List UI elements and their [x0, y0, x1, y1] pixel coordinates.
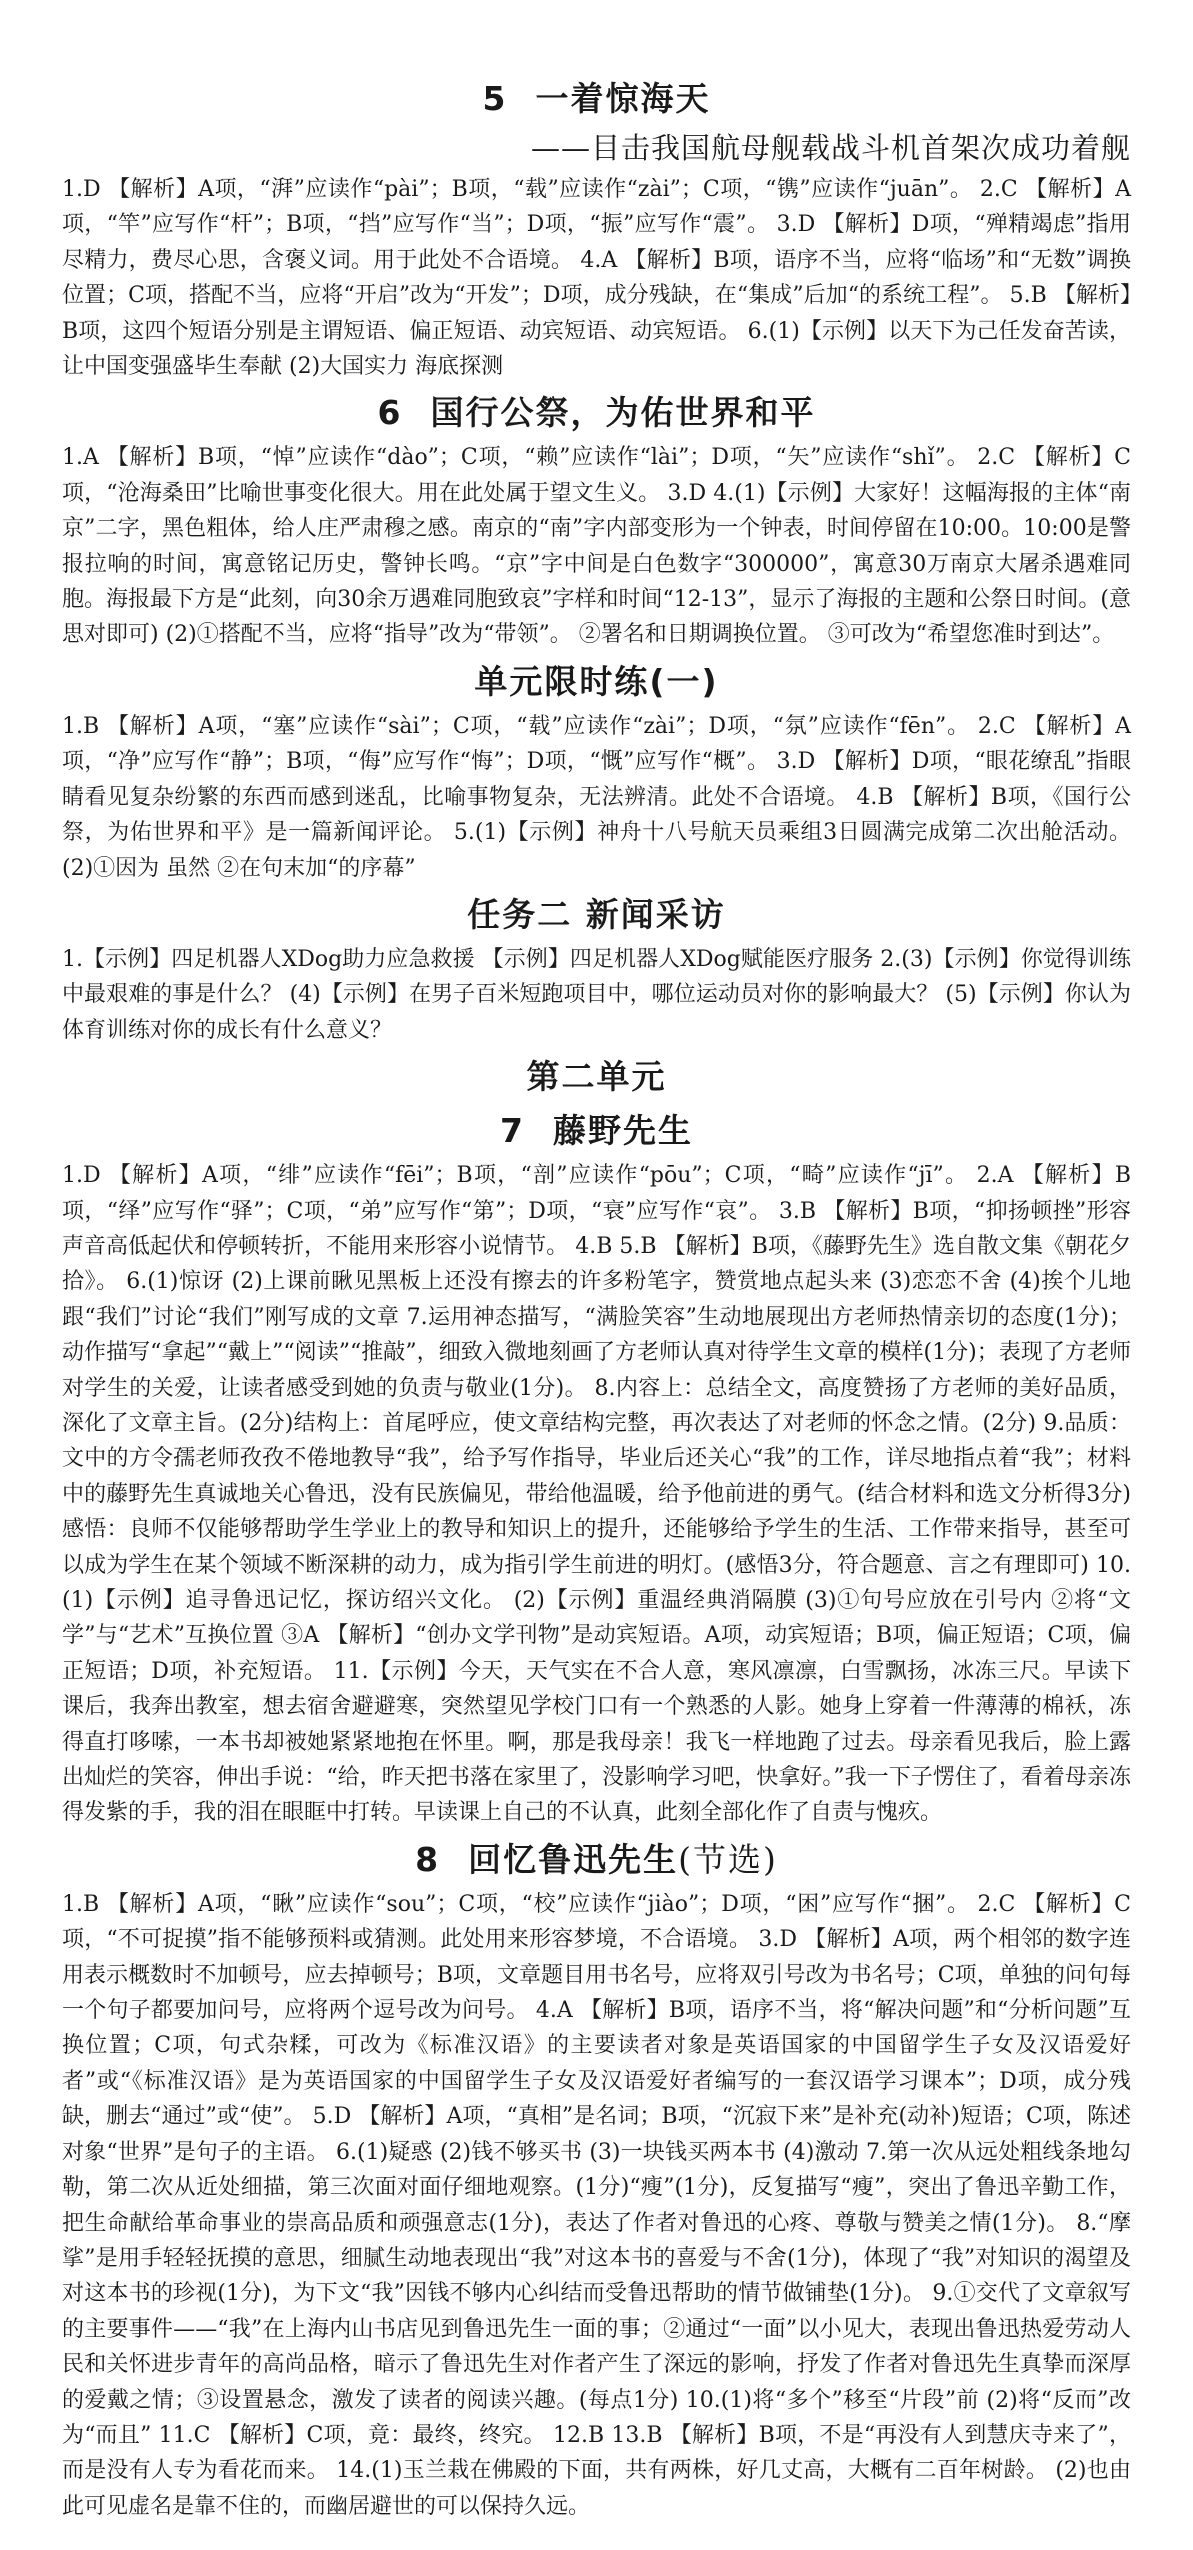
section-title [62, 657, 1131, 707]
section-title-text: 一着惊海天 [535, 79, 711, 118]
section-unit-2 [62, 1052, 1131, 1102]
section-task-2 [62, 890, 1131, 1048]
answers-text: 1.D 【解析】A项，“绯”应读作“fēi”；B项，“剖”应读作“pōu”；C项，“畸”应读作“jī”。 2.A 【解析】B项，“绎”应写作“驿”；C项，“弟”应写作“第”；D项，“衰”应写作“哀”。 3.B 【解析】B项，“抑扬顿挫”形容声音高低起伏和停顿转折，不能用来形容小说情节。 4.B 5.B 【解析】B项，《藤野先生》选自散文集《朝花夕拾》。 6.(1)惊讶 (2)上课前瞅见黑板上还没有擦去的许多粉笔字，赞赏地点起头来 (3)恋恋不舍 (4)挨个儿地跟“我们”讨论“我们”刚写成的文章 7.运用神态描写，“满脸笑容”生动地展现出方老师热情亲切的态度(1分)；动作描写“拿起”“戴上”“阅读”“推敲”，细致入微地刻画了方老师认真对待学生文章的模样(1分)；表现了方老师对学生的关爱，让读者感受到她的负责与敬业(1分)。 8.内容上：总结全文，高度赞扬了方老师的美好品质，深化了文章主旨。(2分)结构上：首尾呼应，使文章结构完整，再次表达了对老师的怀念之情。(2分) 9.品质：文中的方令孺老师孜孜不倦地教导“我”，给予写作指导，毕业后还关心“我”的工作，详尽地指点着“我”；材料中的藤野先生真诚地关心鲁迅，没有民族偏见，带给他温暖，给予他前进的勇气。(结合材料和选文分析得3分)感悟：良师不仅能够帮助学生学业上的教导和知识上的提升，还能够给予学生的生活、工作带来指导，甚至可以成为学生在某个领域不断深耕的动力，成为指引学生前进的明灯。(感悟3分，符合题意、言之有理即可) 10.(1)【示例】追寻鲁迅记忆，探访绍兴文化。 (2)【示例】重温经典消隔膜 (3)①句号应放在引号内 ②将“文学”与“艺术”互换位置 ③A 【解析】“创办文学刊物”是动宾短语。A项，动宾短语；B项，偏正短语；C项，偏正短语；D项，补充短语。 11.【示例】今天，天气实在不合人意，寒风凛凛，白雪飘扬，冰冻三尺。早读下课后，我奔出教室，想去宿舍避避寒，突然望见学校门口有一个熟悉的人影。她身上穿着一件薄薄的棉袄，冻得直打哆嗦，一本书却被她紧紧地抱在怀里。啊，那是我母亲！我飞一样地跑了过去。母亲看见我后，脸上露出灿烂的笑容，伸出手说：“给，昨天把书落在家里了，没影响学习吧，快拿好。”我一下子愣住了，看着母亲冻得发紫的手，我的泪在眼眶中打转。早读课上自己的不认真，此刻全部化作了自责与愧疚。 [62, 1163, 1131, 1826]
section-subtitle: ——目击我国航母舰载战斗机首架次成功着舰 [530, 131, 1131, 165]
section-title [62, 1835, 1131, 1885]
section-title-tail: (节选) [678, 1839, 778, 1879]
section-number: 5 [482, 79, 508, 118]
section-title-text: 藤野先生 [552, 1111, 693, 1151]
answers-text: 1.A 【解析】B项，“悼”应读作“dào”；C项，“赖”应读作“lài”；D项，“矢”应读作“shǐ”。 2.C 【解析】C项，“沧海桑田”比喻世事变化很大。用在此处属于望文生义。 3.D 4.(1)【示例】大家好！这幅海报的主体“南京”二字，黑色粗体，给人庄严肃穆之感。南京的“南”字内部变形为一个钟表，时间停留在10:00。10:00是警报拉响的时间，寓意铭记历史，警钟长鸣。“京”字中间是白色数字“300000”，寓意30万南京大屠杀遇难同胞。海报最下方是“此刻，向30余万遇难同胞致哀”字样和时间“12-13”，显示了海报的主题和公祭日时间。(意思对即可) (2)①搭配不当，应将“指导”改为“带领”。 ②署名和日期调换位置。 ③可改为“希望您准时到达”。 [62, 445, 1131, 648]
unit-heading [62, 1052, 1131, 1102]
section-title [62, 388, 1131, 438]
section-title [62, 1106, 1131, 1156]
section-number: 6 [377, 393, 403, 433]
section-6 [62, 388, 1131, 652]
section-number: 8 [415, 1839, 441, 1879]
section-title-text: 任务二 新闻采访 [467, 894, 726, 934]
section-8 [62, 1835, 1131, 2524]
section-number: 7 [500, 1111, 525, 1151]
section-title-text: 单元限时练(一) [474, 661, 719, 701]
answers-text: 1.【示例】四足机器人XDog助力应急救援 【示例】四足机器人XDog赋能医疗服务 2.(3)【示例】你觉得训练中最艰难的事是什么？ (4)【示例】在男子百米短跑项目中，哪位运动员对你的影响最大？ (5)【示例】你认为体育训练对你的成长有什么意义？ [62, 946, 1131, 1043]
answers-text: 1.D 【解析】A项，“湃”应读作“pài”；B项，“载”应读作“zài”；C项，“镌”应读作“juān”。 2.C 【解析】A项，“竿”应写作“杆”；B项，“挡”应写作“当”；D项，“振”应写作“震”。 3.D 【解析】D项，“殚精竭虑”指用尽精力，费尽心思，含褒义词。用于此处不合语境。 4.A 【解析】B项，语序不当，应将“临场”和“无数”调换位置；C项，搭配不当，应将“开启”改为“开发”；D项，成分残缺，在“集成”后加“的系统工程”。 5.B 【解析】B项，这四个短语分别是主谓短语、偏正短语、动宾短语、动宾短语。 6.(1)【示例】以天下为己任发奋苦读，让中国变强盛毕生奉献 (2)大国实力 海底探测 [62, 177, 1131, 380]
section-title-text: 国行公祭，为佑世界和平 [430, 393, 816, 433]
section-title [62, 890, 1131, 940]
answers-text: 1.B 【解析】A项，“塞”应读作“sài”；C项，“载”应读作“zài”；D项，“氛”应读作“fēn”。 2.C 【解析】A项，“净”应写作“静”；B项，“侮”应写作“悔”；D项，“慨”应写作“概”。 3.D 【解析】D项，“眼花缭乱”指眼睛看见复杂纷繁的东西而感到迷乱，比喻事物复杂，无法辨清。此处不合语境。 4.B 【解析】B项，《国行公祭，为佑世界和平》是一篇新闻评论。 5.(1)【示例】神舟十八号航天员乘组3日圆满完成第二次出舱活动。 (2)①因为 虽然 ②在句末加“的序幕” [62, 713, 1131, 881]
section-title [62, 74, 1131, 124]
section-7 [62, 1106, 1131, 1831]
section-unit-test-1 [62, 657, 1131, 886]
section-5 [62, 74, 1131, 384]
answers-text: 1.B 【解析】A项，“瞅”应读作“sou”；C项，“校”应读作“jiào”；D项，“困”应写作“捆”。 2.C 【解析】C项，“不可捉摸”指不能够预料或猜测。此处用来形容梦境，不合语境。 3.D 【解析】A项，两个相邻的数字连用表示概数时不加顿号，应去掉顿号；B项，文章题目用书名号，应将双引号改为书名号；C项，单独的问句每一个句子都要加问号，应将两个逗号改为问号。 4.A 【解析】B项，语序不当，将“解决问题”和“分析问题”互换位置；C项，句式杂糅，可改为《标准汉语》的主要读者对象是英语国家的中国留学生子女及汉语爱好者”或“《标准汉语》是为英语国家的中国留学生子女及汉语爱好者编写的一套汉语学习课本”；D项，成分残缺，删去“通过”或“使”。 5.D 【解析】A项，“真相”是名词；B项，“沉寂下来”是补充(动补)短语；C项，陈述对象“世界”是句子的主语。 6.(1)疑惑 (2)钱不够买书 (3)一块钱买两本书 (4)激动 7.第一次从远处粗线条地勾勒，第二次从近处细描，第三次面对面仔细地观察。(1分)“瘦”(1分)，反复描写“瘦”，突出了鲁迅辛勤工作，把生命献给革命事业的崇高品质和顽强意志(1分)，表达了作者对鲁迅的心疼、尊敬与赞美之情(1分)。 8.“摩挲”是用手轻轻抚摸的意思，细腻生动地表现出“我”对这本书的喜爱与不舍(1分)，体现了“我”对知识的渴望及对这本书的珍视(1分)，为下文“我”因钱不够内心纠结而受鲁迅帮助的情节做铺垫(1分)。 9.①交代了文章叙写的主要事件——“我”在上海内山书店见到鲁迅先生一面的事；②通过“一面”以小见大，表现出鲁迅热爱劳动人民和关怀进步青年的高尚品格，暗示了鲁迅先生对作者产生了深远的影响，抒发了作者对鲁迅先生真挚而深厚的爱戴之情；③设置悬念，激发了读者的阅读兴趣。(每点1分) 10.(1)将“多个”移至“片段”前 (2)将“反而”改为“而且” 11.C 【解析】C项，竟：最终，终究。 12.B 13.B 【解析】B项，不是“再没有人到慧庆寺来了”，而是没有人专为看花而来。 14.(1)玉兰栽在佛殿的下面，共有两株，好几丈高，大概有二百年树龄。 (2)也由此可见虚名是靠不住的，而幽居避世的可以保持久远。 [62, 1891, 1131, 2519]
section-title-text: 第二单元 [526, 1057, 667, 1097]
section-title-text: 回忆鲁迅先生 [468, 1839, 679, 1879]
